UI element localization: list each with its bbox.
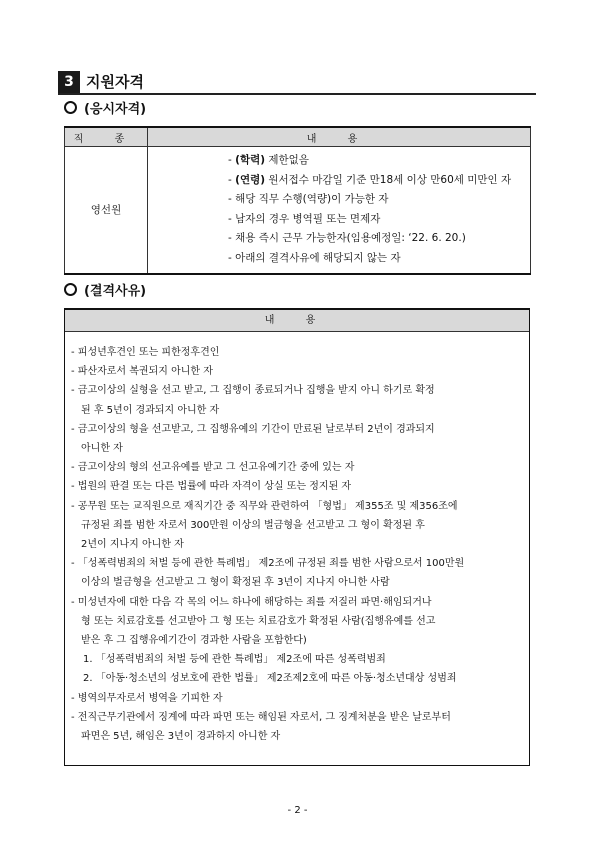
list-item: - 금고이상의 형을 선고받고, 그 집행유예의 기간이 만료된 날로부터 2년이 경과되지 <box>71 423 435 435</box>
role-cell: 영선원 <box>65 147 148 274</box>
circle-bullet-icon <box>64 283 77 296</box>
requirement-item: - 채용 즉시 근무 가능한자(임용예정일: ‘22. 6. 20.) <box>228 232 466 245</box>
disqualification-box <box>64 308 530 766</box>
list-item: 2년이 지나지 아니한 자 <box>81 539 184 551</box>
list-item: 규정된 죄를 범한 자로서 300만원 이상의 벌금형을 선고받고 그 형이 확정된 후 <box>81 519 425 531</box>
list-item: - 미성년자에 대한 다음 각 목의 어느 하나에 해당하는 죄를 저질러 파면·해임되거나 <box>71 596 432 608</box>
section-number: 3 <box>58 71 80 93</box>
list-item: 아니한 자 <box>81 443 123 455</box>
list-item: - 피성년후견인 또는 피한정후견인 <box>71 347 220 358</box>
section-title: 지원자격 <box>86 73 144 91</box>
qualification-heading <box>64 101 146 118</box>
list-item: 형 또는 치료감호를 선고받아 그 형 또는 치료감호가 확정된 사람(집행유예를 선고 <box>81 615 436 627</box>
disqualification-heading <box>64 283 146 300</box>
qualification-heading-text: (응시자격) <box>84 102 147 117</box>
disqualification-header: 내 용 <box>65 310 529 332</box>
requirement-item: - (연령) 원서접수 마감일 기준 만18세 이상 만60세 미만인 자 <box>228 173 512 186</box>
disqualification-list <box>71 343 523 746</box>
requirement-item: - (학력) 제한없음 <box>228 154 309 166</box>
page-number: - 2 - <box>287 805 308 816</box>
list-item: 받은 후 그 집행유예기간이 경과한 사람을 포함한다) <box>81 635 307 647</box>
list-item: 2. 「아동·청소년의 성보호에 관한 법률」 제2조제2호에 따른 아동·청소년대상 성범죄 <box>83 673 457 685</box>
list-item: - 법원의 판결 또는 다른 법률에 따라 자격이 상실 또는 정지된 자 <box>71 481 352 493</box>
requirements-cell <box>148 147 531 274</box>
requirement-item: - 남자의 경우 병역필 또는 면제자 <box>228 212 381 225</box>
list-item: 파면은 5년, 해임은 3년이 경과하지 아니한 자 <box>81 731 281 743</box>
requirement-item: - 해당 직무 수행(역량)이 가능한 자 <box>228 193 389 206</box>
list-item: 된 후 5년이 경과되지 아니한 자 <box>81 404 220 416</box>
list-item: - 파산자로서 복권되지 아니한 자 <box>71 366 213 378</box>
list-item: - 공무원 또는 교직원으로 재직기간 중 직무와 관련하여 「형법」 제355조 및 제356조에 <box>71 500 458 512</box>
list-item: - 금고이상의 형의 선고유예를 받고 그 선고유예기간 중에 있는 자 <box>71 462 355 474</box>
section-header <box>58 71 536 95</box>
header-content: 내 용 <box>148 127 531 147</box>
disqualification-heading-text: (결격사유) <box>84 284 147 299</box>
list-item: - 전직근무기관에서 징계에 따라 파면 또는 해임된 자로서, 그 징계처분을 받은 날로부터 <box>71 711 451 723</box>
list-item: - 병역의무자로서 병역을 기피한 자 <box>71 692 223 704</box>
list-item: - 「성폭력범죄의 처벌 등에 관한 특례법」 제2조에 규정된 죄를 범한 사람으로서 100만원 <box>71 558 465 570</box>
list-item: 이상의 벌금형을 선고받고 그 형이 확정된 후 3년이 지나지 아니한 사람 <box>81 577 390 589</box>
requirement-item: - 아래의 결격사유에 해당되지 않는 자 <box>228 251 401 264</box>
header-job: 직 종 <box>65 127 148 147</box>
list-item: 1. 「성폭력범죄의 처벌 등에 관한 특례법」 제2조에 따른 성폭력범죄 <box>83 654 386 666</box>
list-item: - 금고이상의 실형을 선고 받고, 그 집행이 종료되거나 집행을 받지 아니 하기로 확정 <box>71 385 435 397</box>
circle-bullet-icon <box>64 101 77 114</box>
qualification-table <box>64 126 531 275</box>
